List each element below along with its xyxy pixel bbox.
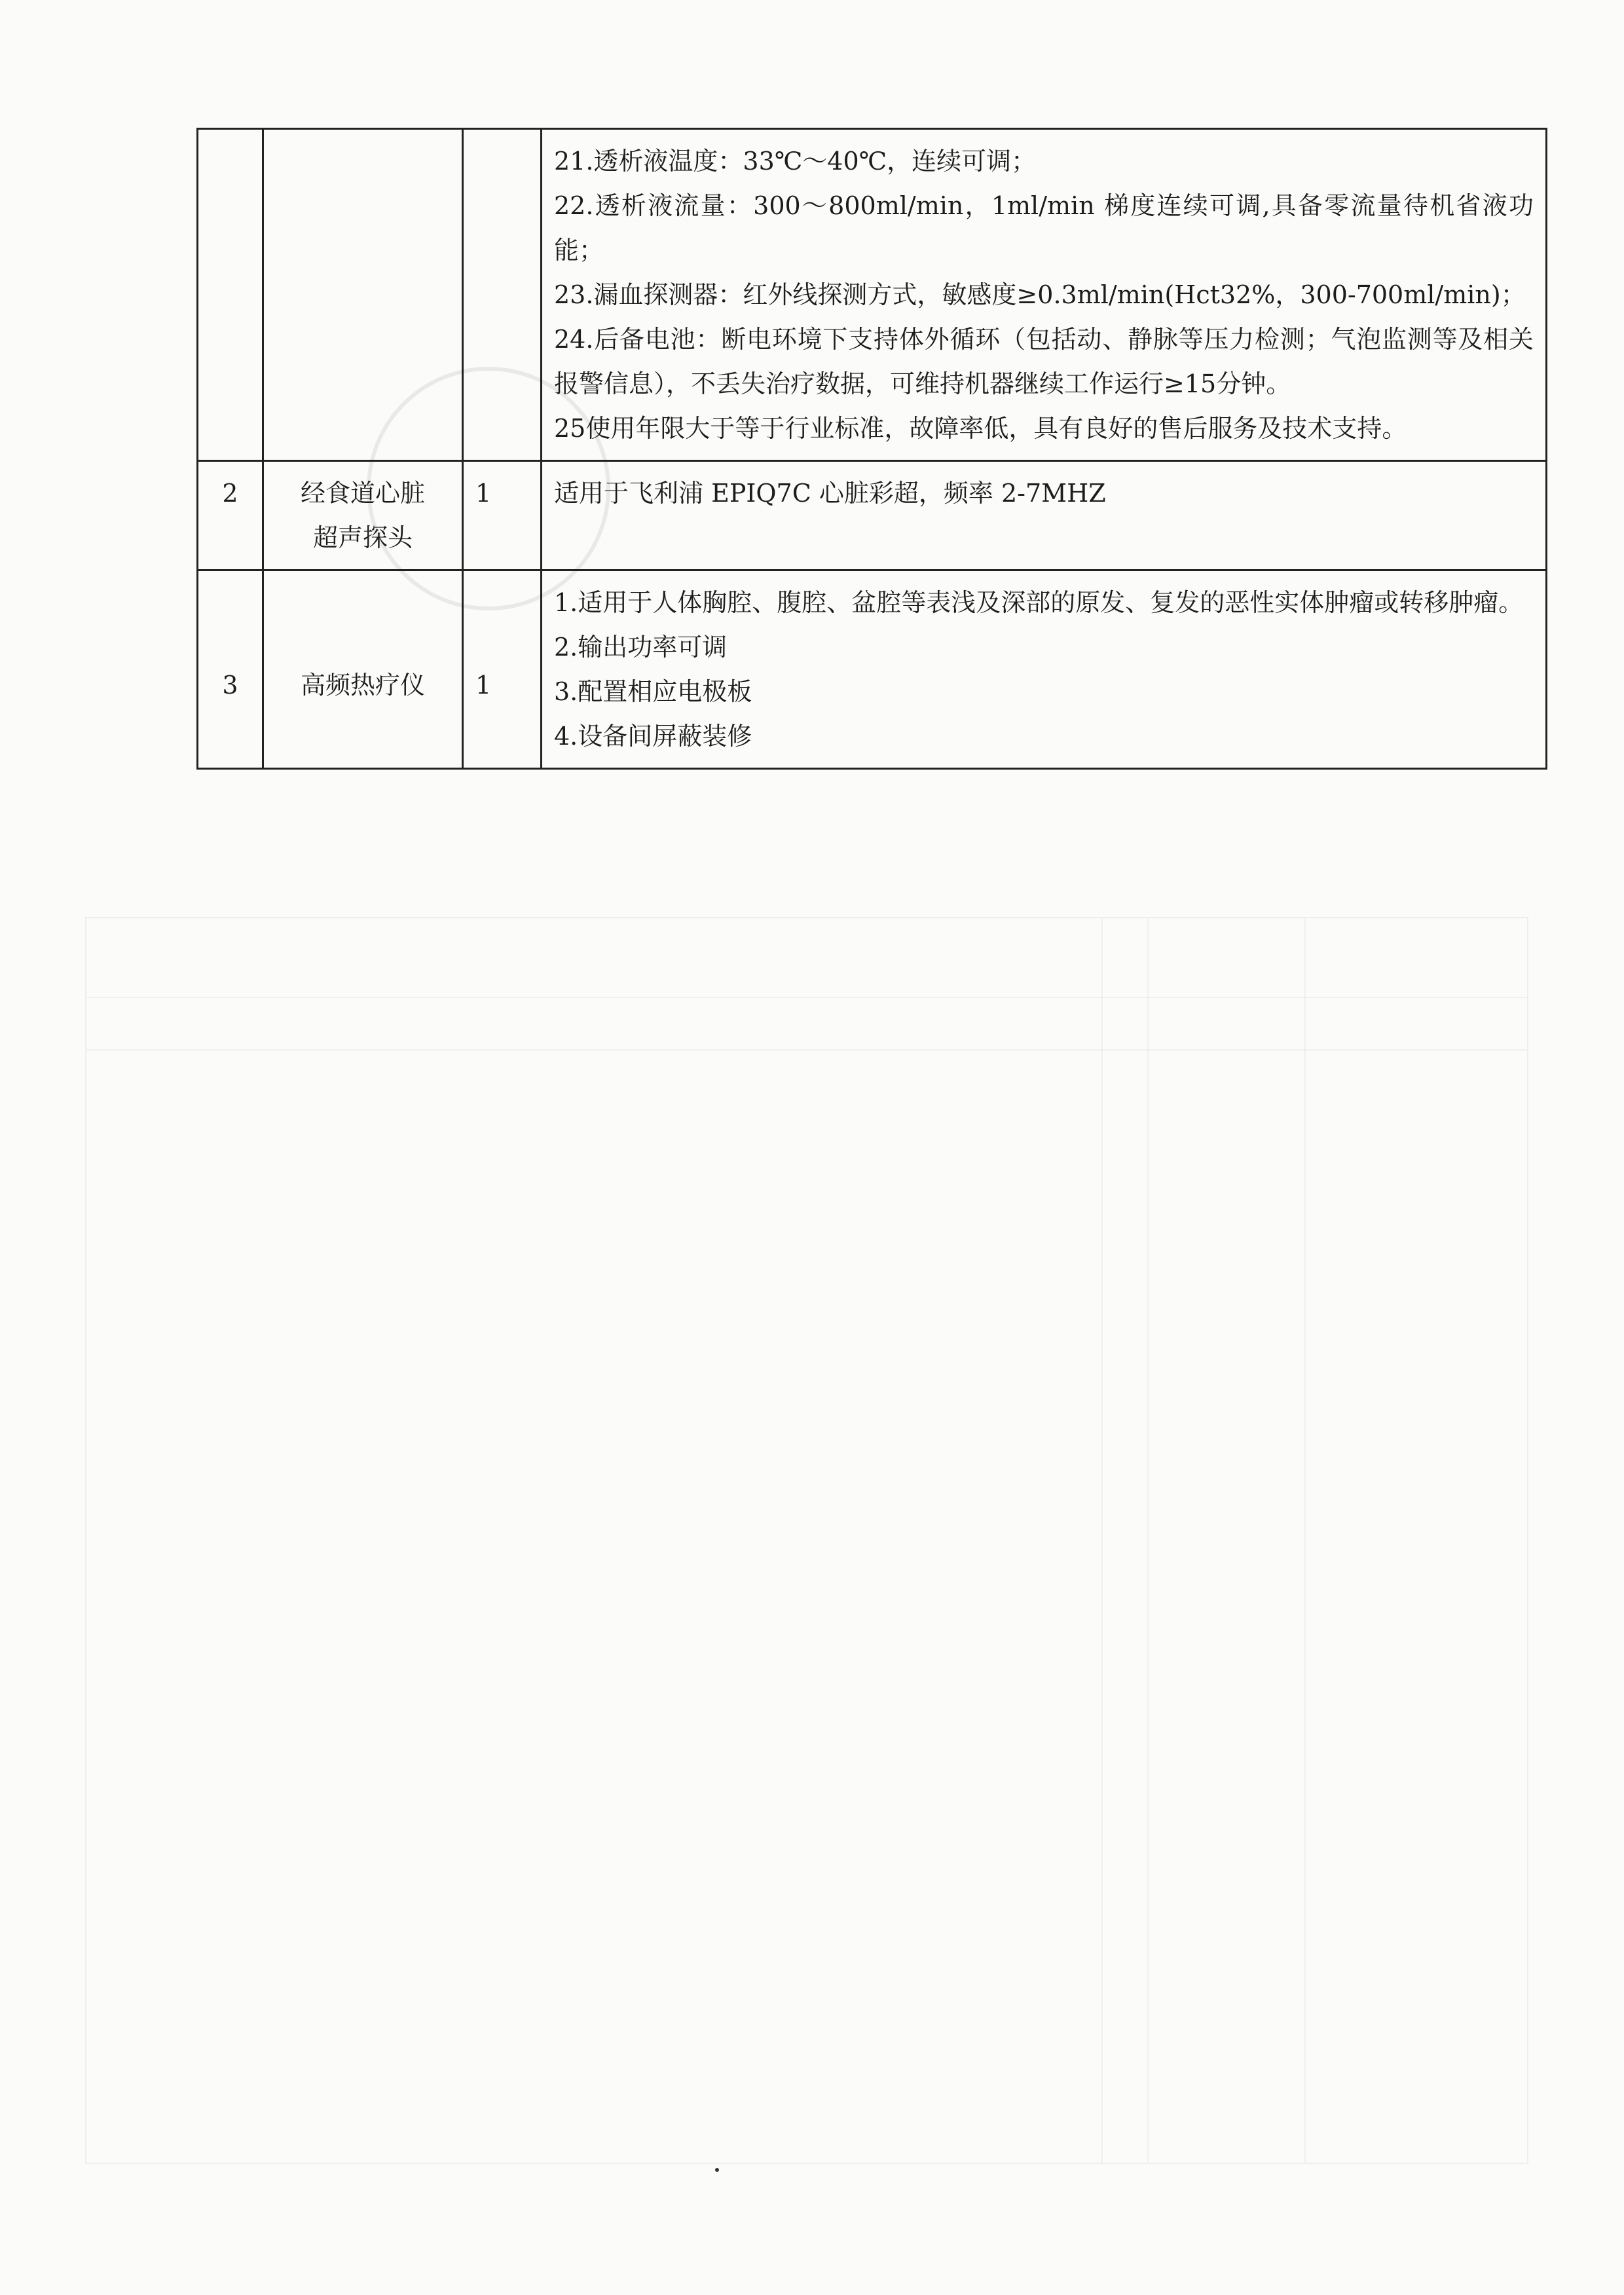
spec-line: 1.适用于人体胸腔、腹腔、盆腔等表浅及深部的原发、复发的恶性实体肿瘤或转移肿瘤。 xyxy=(554,588,1524,617)
quantity-cell xyxy=(463,129,542,461)
item-name-line: 高频热疗仪 xyxy=(300,671,425,700)
spec-line: 2.输出功率可调 xyxy=(554,633,728,662)
row-number-cell: 3 xyxy=(198,570,263,769)
spec-line: 23.漏血探测器：红外线探测方式，敏感度≥0.3ml/min(Hct32%，300-700ml/min)； xyxy=(554,280,1526,309)
spec-description-cell xyxy=(542,129,1547,461)
item-name-line: 经食道心脏 xyxy=(300,479,425,508)
table-row xyxy=(198,461,1547,570)
spec-description-cell xyxy=(542,570,1547,769)
spec-line: 24.后备电池：断电环境下支持体外循环（包括动、静脉等压力检测；气泡监测等及相关报警信息），不丢失治疗数据，可维持机器继续工作运行≥15分钟。 xyxy=(554,325,1534,398)
table-row xyxy=(198,570,1547,769)
item-name-cell xyxy=(263,570,463,769)
spec-line: 21.透析液温度：33℃～40℃，连续可调； xyxy=(554,147,1037,176)
spec-line: 4.设备间屏蔽装修 xyxy=(554,722,752,751)
item-name-cell xyxy=(263,129,463,461)
row-number-cell: 2 xyxy=(198,461,263,570)
bleed-through-table xyxy=(85,917,1528,2164)
spec-line: 22.透析液流量：300～800ml/min，1ml/min 梯度连续可调,具备零流量待机省液功能； xyxy=(554,191,1534,265)
item-name-cell xyxy=(263,461,463,570)
spec-table xyxy=(196,128,1547,770)
quantity-cell: 1 xyxy=(463,461,542,570)
item-name-line: 超声探头 xyxy=(312,523,413,552)
quantity-cell: 1 xyxy=(463,570,542,769)
spec-description-cell xyxy=(542,461,1547,570)
spec-line: 25使用年限大于等于行业标准，故障率低，具有良好的售后服务及技术支持。 xyxy=(554,414,1407,443)
page-dot xyxy=(715,2168,719,2172)
row-number-cell xyxy=(198,129,263,461)
spec-line: 适用于飞利浦 EPIQ7C 心脏彩超，频率 2-7MHZ xyxy=(554,479,1106,508)
spec-line: 3.配置相应电极板 xyxy=(554,677,752,706)
table-row xyxy=(198,129,1547,461)
